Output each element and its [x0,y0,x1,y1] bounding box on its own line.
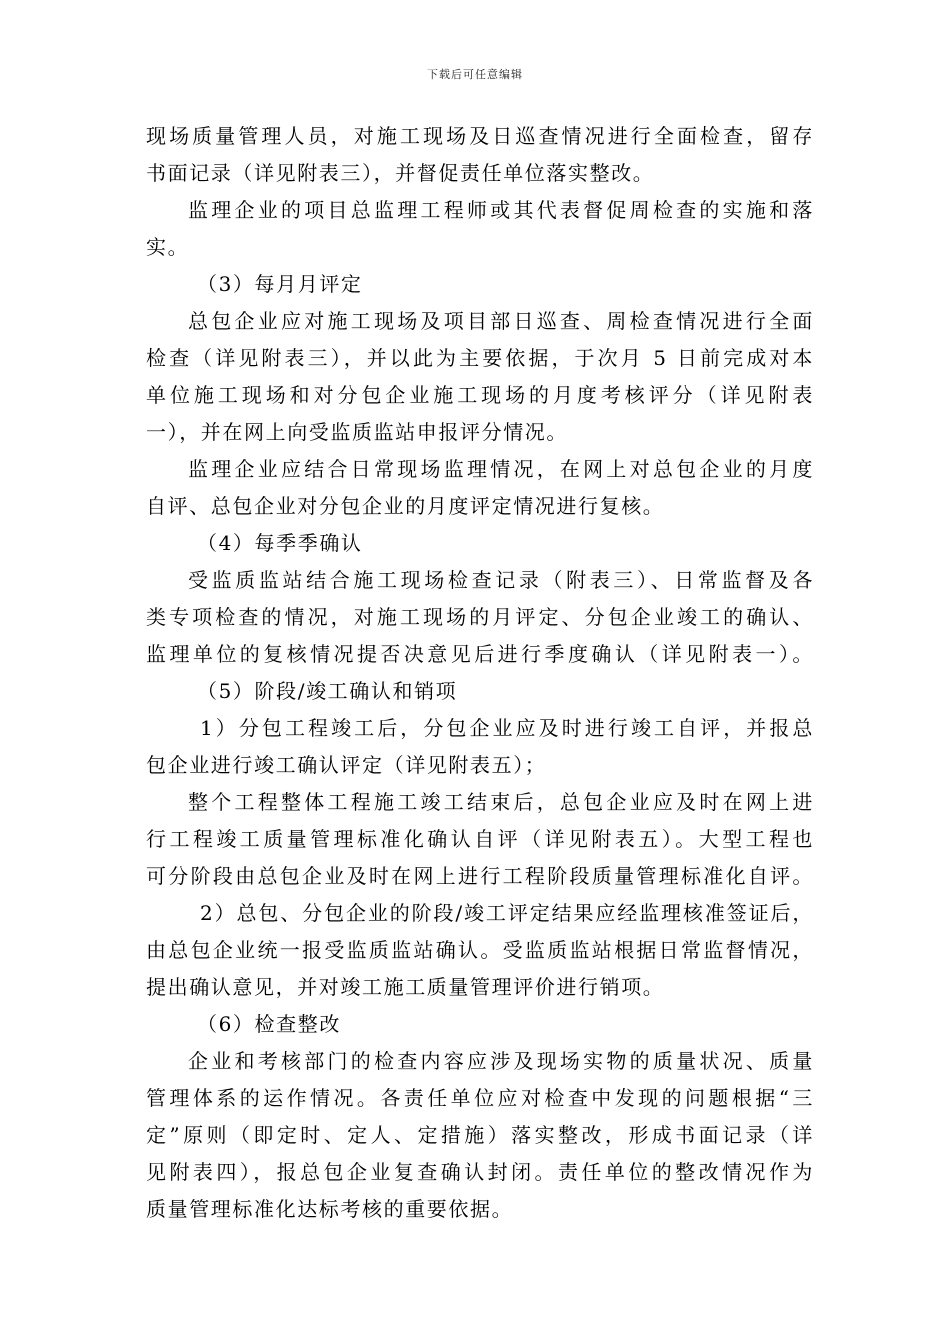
text-line: 2）总包、分包企业的阶段/竣工评定结果应经监理核准签证后， [200,901,814,925]
text-line: 管理体系的运作情况。各责任单位应对检查中发现的问题根据“三 [146,1086,814,1110]
text-line: 行工程竣工质量管理标准化确认自评（详见附表五）。大型工程也 [146,827,814,851]
text-line: 提出确认意见，并对竣工施工质量管理评价进行销项。 [146,975,665,999]
section-heading: （6）检查整改 [197,1012,341,1036]
text-line: 实。 [146,235,190,259]
text-line: 包企业进行竣工确认评定（详见附表五）； [146,753,547,777]
page-header: 下载后可任意编辑 [427,68,523,81]
section-heading: （3）每月月评定 [197,272,363,296]
text-line: 类专项检查的情况，对施工现场的月评定、分包企业竣工的确认、 [146,605,814,629]
text-line: 整个工程整体工程施工竣工结束后，总包企业应及时在网上进 [188,790,814,814]
text-line: 监理企业的项目总监理工程师或其代表督促周检查的实施和落 [188,198,814,222]
text-line: 一），并在网上向受监质监站申报评分情况。 [146,420,568,444]
text-line: 企业和考核部门的检查内容应涉及现场实物的质量状况、质量 [188,1049,814,1073]
text-line: 由总包企业统一报受监质监站确认。受监质监站根据日常监督情况， [146,938,814,962]
text-line: 1）分包工程竣工后，分包企业应及时进行竣工自评，并报总 [200,716,814,740]
text-line: 监理单位的复核情况提否决意见后进行季度确认（详见附表一）。 [146,642,814,666]
document-body [146,118,814,1228]
text-line: 受监质监站结合施工现场检查记录（附表三）、日常监督及各 [188,568,814,592]
section-heading: （4）每季季确认 [197,531,363,555]
text-line: 单位施工现场和对分包企业施工现场的月度考核评分（详见附表 [146,383,814,407]
text-line: 现场质量管理人员，对施工现场及日巡查情况进行全面检查，留存 [146,124,814,148]
text-line: 见附表四），报总包企业复查确认封闭。责任单位的整改情况作为 [146,1160,814,1184]
text-line: 可分阶段由总包企业及时在网上进行工程阶段质量管理标准化自评。 [146,864,814,888]
section-heading: （5）阶段/竣工确认和销项 [197,679,458,703]
text-line: 检查（详见附表三），并以此为主要依据，于次月 5 日前完成对本 [146,346,814,370]
text-line: 书面记录（详见附表三），并督促责任单位落实整改。 [146,161,655,185]
text-line: 质量管理标准化达标考核的重要依据。 [146,1197,514,1221]
text-line: 自评、总包企业对分包企业的月度评定情况进行复核。 [146,494,665,518]
text-line: 定”原则（即定时、定人、定措施）落实整改，形成书面记录（详 [146,1123,814,1147]
text-line: 监理企业应结合日常现场监理情况，在网上对总包企业的月度 [188,457,814,481]
text-line: 总包企业应对施工现场及项目部日巡查、周检查情况进行全面 [188,309,814,333]
